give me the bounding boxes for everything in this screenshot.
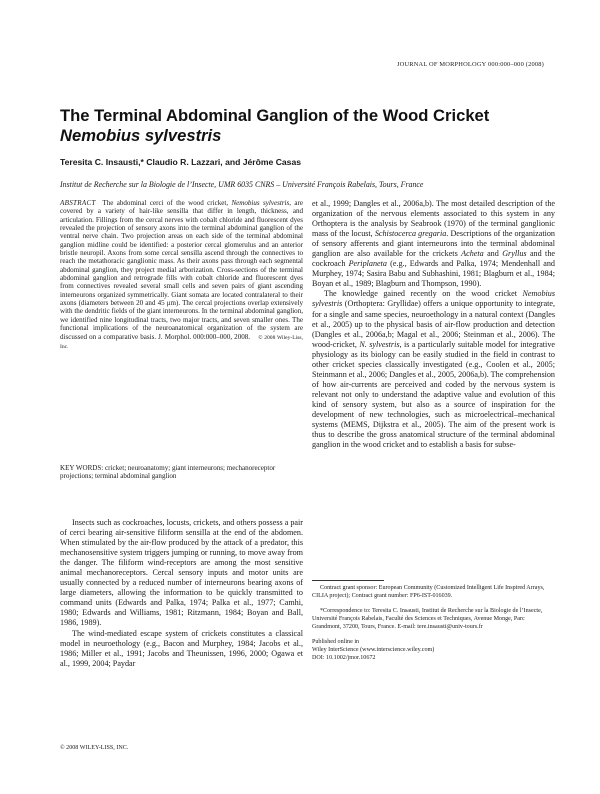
intro-left-column (60, 518, 303, 669)
abstract-species: Nemobius sylvestris (231, 199, 290, 207)
para3-text-a: et al., 1999; Dangles et al., 2006a,b). The most detailed description of the organization of the nervous elements associated to this system in any Orthoptera is the analysis by Seabrook (1970) of the terminal ganglionic mass of the locust, (312, 199, 555, 239)
abstract-text: , are covered by a variety of hair-like sensilla that differ in length, thickness, and articulation. Fillings from the cercal nerves with cobalt chloride and fluorescent dyes revealed the projection of sensory axons into the terminal abdominal ganglion of the ventral nerve chain. Two projection areas on each side of the terminal abdominal ganglion midline could be identified: a posterior cercal glomerulus and an anterior bristle neuropil. Axons from some cercal sensilla ascend through the connectives to reach the metathoracic ganglionic mass. As their axons pass through each segmental abdominal ganglion, they project medial arborization. Cross-sections of the terminal abdominal ganglion and retrograde fills with cobalt chloride and fluorescent dyes from connectives revealed several small cells and seven pairs of giant ascending interneurons organized symmetrically. Giant somata are located contralateral to their axons (diameters between 20 and 45 μm). The cercal projections overlap extensively with the dendritic fields of the giant interneurons. In the terminal abdominal ganglion, we identified nine longitudinal tracts, two major tracts, and seven smaller ones. The functional implications of the neuroanatomical organization of the system are discussed on a comparative basis. J. Morphol. 000:000–000, 2008. (60, 199, 303, 341)
para4-text-c: , is a particularly suitable model for integrative physiology as its biology can be easily studied in the field in contrast to other cricket species classically investigated (e.g., Coolen et al., 2005; Steinmann et al., 2006; Dangles et al., 2005, 2006a,b). The comprehension of how air-currents are perceived and coded by the nervous system is relevant not only to understand the adaptive value and evolution of this kind of sensory system, but also as a source of inspiration for the development of new technologies, such as microelectrical–mechanical systems (MEMS, Dijkstra et al., 2005). The aim of the present work is thus to describe the gross anatomical structure of the terminal abdominal ganglion in the wood cricket and to establish a basis for subse- (312, 339, 555, 450)
correspondence-footnote: *Correspondence to: Teresita C. Insausti, Institut de Recherche sur la Biologie de l’Insecte, Université François Rabelais, Faculté des Sciences et Techniques, Avenue Monge, Parc Grandmont, 37200, Tours, France. E-mail: tere.insausti@univ-tours.fr (312, 608, 543, 631)
para3-species-2: Acheta (461, 249, 484, 259)
para4-text-a: The knowledge gained recently on the wood cricket (324, 289, 523, 299)
doi: DOI: 10.1002/jmor.10672 (312, 655, 376, 662)
intro-paragraph-1: Insects such as cockroaches, locusts, crickets, and others possess a pair of cerci bearing air-sensitive filiform sensilla at the end of the abdomen. When stimulated by the air-flow produced by the attack of a predator, this mechanosensitive system triggers jumping or running, to move away from the danger. The filiform wind-receptors are among the most sensitive animal mechanoreceptors. Cercal sensory inputs and motor units are usually connected by a reduced number of interneurons bearing axons of large diameters, allowing the information to be quickly transmitted to command units (Edwards and Palka, 1974; Palka et al., 1977; Camhi, 1980; Edwards and Williams, 1981; Ritzmann, 1984; Boyan and Ball, 1986, 1989). (60, 518, 303, 628)
abstract-text-start: The abdominal cerci of the wood cricket, (102, 199, 232, 207)
affiliation: Institut de Recherche sur la Biologie de l’Insecte, UMR 6035 CNRS – Université François Rabelais, Tours, France (60, 180, 424, 189)
authors: Teresita C. Insausti,* Claudio R. Lazzari, and Jérôme Casas (60, 157, 302, 167)
journal-header: JOURNAL OF MORPHOLOGY 000:000–000 (2008) (396, 61, 544, 68)
title-line-1: The Terminal Abdominal Ganglion of the Wood Cricket (60, 106, 490, 125)
intro-paragraph-3 (312, 199, 555, 289)
abstract-label: ABSTRACT (60, 199, 96, 207)
abstract-copyright: © 2008 Wiley-Liss, Inc. (60, 334, 303, 350)
para3-text-d: and the cockroach (312, 249, 555, 269)
para3-text-c: and (483, 249, 503, 259)
title-species: Nemobius sylvestris (60, 126, 222, 145)
page-footer-copyright: © 2008 WILEY-LISS, INC. (60, 745, 129, 751)
publication-info (312, 638, 555, 662)
para3-species-3: Gryllus (502, 249, 527, 259)
grant-footnote: Contract grant sponsor: European Community (Customized Intelligent Life Inspired Arrays, CILIA project); Contract grant number: FP6-IST-016039. (312, 585, 545, 600)
footnote-rule (312, 580, 384, 581)
para4-species-1: Nemobius sylvestris (312, 289, 555, 309)
intro-paragraph-4 (312, 289, 555, 450)
para3-text-e: (e.g., Edwards and Palka, 1974; Mendenhall and Murphey, 1974; Sasira Babu and Subhashini, 1981; Blagburn et al., 1984; Boyan et al., 1989; Blagburn and Thompson, 1990). (312, 259, 555, 289)
keywords-text: KEY WORDS: cricket; neuroanatomy; giant interneurons; mechanoreceptor projections; terminal abdominal ganglion (60, 464, 276, 481)
intro-right-column (312, 199, 555, 450)
para3-text-b: . Descriptions of the organization of sensory afferents and giant interneurons into the terminal abdominal ganglion are also available for the crickets (312, 229, 555, 259)
keywords (60, 464, 303, 481)
article-title (60, 106, 550, 146)
abstract (60, 199, 303, 351)
published-line-2: Wiley InterScience (www.interscience.wiley.com) (312, 647, 435, 654)
para3-species-4: Periplaneta (348, 259, 387, 269)
footnotes (312, 584, 555, 669)
published-line-1: Published online in (312, 639, 360, 646)
para4-text-b: (Orthoptera: Gryllidae) offers a unique opportunity to integrate, for a single and same species, neuroethology in a natural context (Dangles et al., 2005) up to the physical basis of air-flow production and detection (Dangles et al., 2006a,b; Magal et al., 2006; Steinman et al., 2006). The wood-cricket, (312, 299, 555, 349)
para3-species-1: Schistocerca gregaria (374, 229, 447, 239)
intro-paragraph-2: The wind-mediated escape system of crickets constitutes a classical model in neuroethology (e.g., Bacon and Murphey, 1984; Jacobs et al., 1986; Miller et al., 1991; Jacobs and Theunissen, 1996, 2000; Ogawa et al., 1999, 2004; Paydar (60, 628, 303, 668)
para4-species-2: N. sylvestris (359, 339, 400, 349)
